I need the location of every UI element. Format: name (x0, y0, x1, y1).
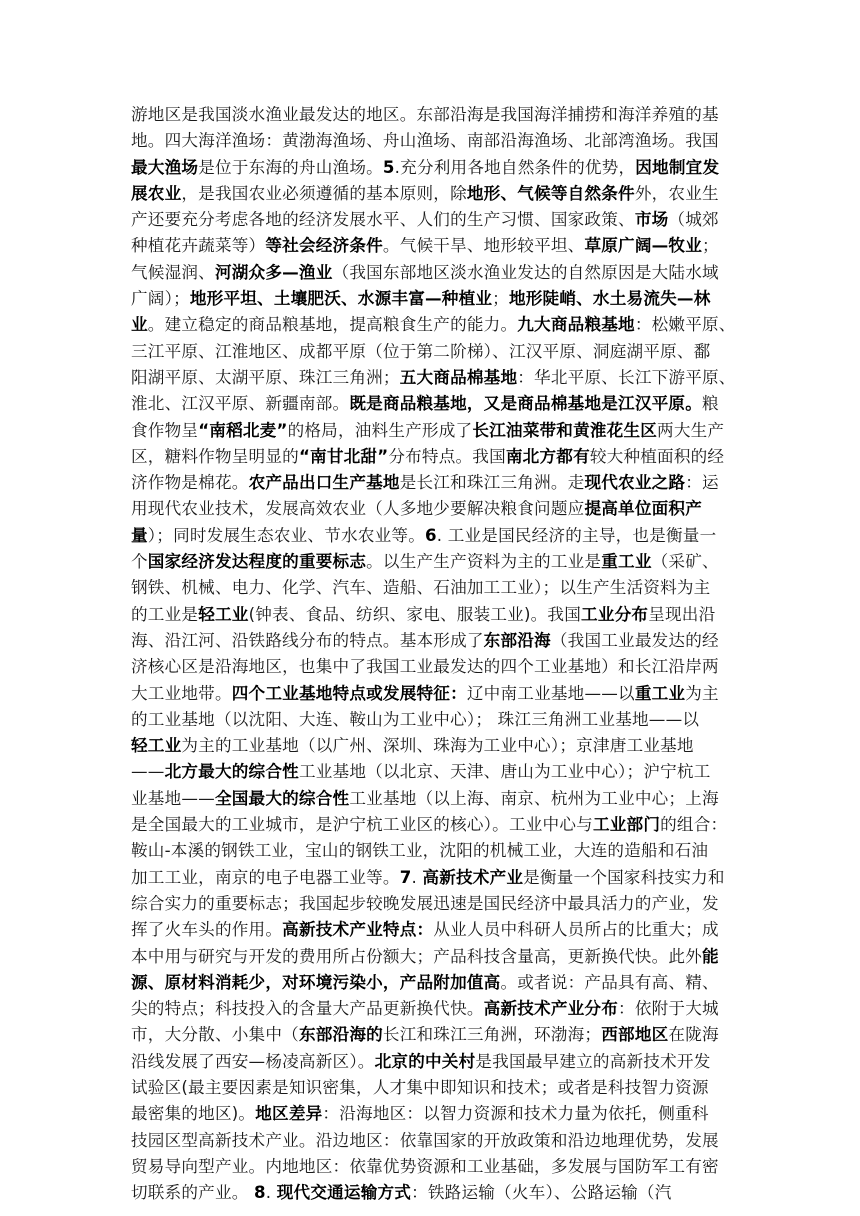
bold-text: 五大商品棉基地 (399, 367, 518, 387)
bold-text: 因地制宜发 (635, 157, 720, 177)
bold-text: 等社会经济条件 (265, 236, 383, 256)
bold-text: 地形平坦、土壤肥沃、水源丰富—种植业 (189, 289, 493, 309)
bold-text: 8 (254, 1183, 266, 1203)
text-line (131, 1128, 735, 1154)
bold-text: 高新技术产业分布 (483, 999, 619, 1019)
bold-text: 北方最大的综合性 (164, 762, 299, 782)
text-run: ：华北平原、长江下游平原、 (517, 367, 736, 387)
text-line (131, 654, 735, 680)
text-run: 地。四大海洋渔场：黄渤海渔场、舟山渔场、南部沿海渔场、北部湾渔场。我国 (131, 131, 719, 151)
text-run: 是位于东海的舟山渔场。 (198, 157, 383, 177)
text-run: ：依附于大城 (618, 999, 719, 1019)
bold-text: 重工业 (634, 683, 686, 703)
text-line (131, 1022, 735, 1048)
text-line (131, 128, 735, 154)
text-run: 沿线发展了西安—杨凌高新区）。 (131, 1051, 375, 1071)
text-line (131, 312, 735, 338)
text-run: 的组合： (660, 815, 728, 835)
text-run: 食作物呈 (131, 420, 199, 440)
text-line (131, 418, 735, 444)
text-run: 长江和珠江三角洲，环渤海； (382, 1025, 602, 1045)
text-line (131, 733, 735, 759)
text-line (131, 1049, 735, 1075)
text-run: 游地区是我国淡水渔业最发达的地区。东部沿海是我国海洋捕捞和海洋养殖的基 (131, 105, 719, 124)
bold-text: 现代农业之路 (584, 473, 686, 493)
text-line (131, 891, 735, 917)
text-run: 济作物是棉花。 (131, 473, 249, 493)
bold-text: 轻工业 (198, 604, 249, 624)
text-run: 试验区(最主要因素是知识密集，人才集中即知识和技术；或者是科技智力资源 (131, 1077, 709, 1097)
text-line (131, 260, 735, 286)
text-run: 大工业地带。 (131, 683, 232, 703)
bold-text: 重工业 (601, 552, 652, 572)
text-run: 是长江和珠江三角洲。走 (399, 473, 585, 493)
bold-text: 现代交通运输方式 (276, 1183, 412, 1203)
text-line (131, 917, 735, 943)
bold-text: 工业部门 (592, 815, 661, 835)
bold-text: 7 (399, 867, 412, 887)
bold-text: 河湖众多—渔业 (214, 262, 333, 282)
bold-text: 草原广阔—牧业 (584, 236, 703, 256)
bold-text: 既是商品粮基地，又是商品棉基地是江汉平原。 (349, 394, 702, 414)
text-run: 工业基地（以上海、南京、杭州为工业中心；上海 (349, 788, 719, 808)
text-line (131, 102, 735, 128)
bold-text: “南稻北麦” (198, 420, 288, 440)
text-line (131, 470, 735, 496)
text-run: 尖的特点；科技投入的含量大产品更新换代快。 (131, 999, 484, 1019)
text-run: ：铁路运输（火车）、公路运输（汽 (411, 1183, 672, 1203)
text-run: 钢铁、机械、电力、化学、汽车、造船、石油加工工业）；以生产生活资料为主 (131, 578, 711, 598)
bold-text: 6 (425, 525, 437, 545)
text-run: 。建立稳定的商品粮基地，提高粮食生产的能力。 (147, 315, 518, 335)
text-run: 从业人员中科研人员所占的比重大；成 (433, 920, 719, 940)
text-line (131, 1075, 735, 1101)
text-run: 呈现出沿 (648, 604, 716, 624)
text-run: 三江平原、江淮地区、成都平原（位于第二阶梯）、江汉平原、洞庭湖平原、鄱 (131, 341, 711, 361)
text-run: （采矿、 (651, 552, 719, 572)
text-run: ：沿海地区：以智力资源和技术力量为依托，侧重科 (322, 1104, 709, 1124)
text-line (131, 681, 735, 707)
text-run: 加工工业，南京的电子电器工业等。 (131, 867, 400, 887)
text-line (131, 707, 735, 733)
bold-text: 国家经济发达程度的重要标志 (147, 552, 367, 572)
text-run: 贸易导向型产业。内地地区：依靠优势资源和工业基础，多发展与国防军工有密 (131, 1156, 719, 1176)
bold-text: 地形、气候等自然条件 (466, 183, 635, 203)
text-line (131, 365, 735, 391)
text-line (131, 944, 735, 970)
text-line (131, 207, 735, 233)
text-run: （我国东部地区淡水渔业发达的自然原因是大陆水域 (332, 262, 719, 282)
text-run: 为主的工业基地（以广州、深圳、珠海为工业中心）；京津唐工业基地 (181, 736, 694, 756)
text-run: 广阔）； (131, 289, 190, 309)
text-run: 产还要充分考虑各地的经济发展水平、人们的生产习惯、国家政策、 (131, 210, 635, 230)
text-line (131, 1154, 735, 1180)
text-line (131, 759, 735, 785)
text-run: 是全国最大的工业城市，是沪宁杭工业区的核心）。工业中心与 (131, 815, 593, 835)
bold-text: 源、原材料消耗少，对环境污染小，产品附加值高 (131, 972, 501, 992)
text-run: ； (492, 289, 509, 309)
text-line (131, 391, 735, 417)
text-run: ； (702, 236, 719, 256)
text-line (131, 786, 735, 812)
text-run: ：松嫩平原、 (634, 315, 736, 335)
bold-text: 长江油菜带和黄淮花生区 (472, 420, 658, 440)
bold-text: 南北方都有 (505, 446, 590, 466)
bold-text: 九大商品粮基地 (517, 315, 635, 335)
text-run: (钟表、食品、纺织、家电、服装工业)。我国 (248, 604, 582, 624)
bold-text: 东部沿海 (483, 630, 551, 650)
text-run: 。以生产生产资料为主的工业是 (366, 552, 602, 572)
text-line (131, 996, 735, 1022)
text-run: 辽中南工业基地——以 (466, 683, 635, 703)
text-run: 是衡量一个国家科技实力和 (523, 867, 725, 887)
text-run: 气候湿润、 (131, 262, 215, 282)
text-run: ：运 (685, 473, 719, 493)
bold-text: 5 (382, 157, 395, 177)
text-run: 切联系的产业。 (131, 1183, 255, 1203)
text-run: .充分利用各地自然条件的优势， (394, 157, 636, 177)
text-run: 综合实力的重要标志；我国起步较晚发展迅速是国民经济中最具活力的产业，发 (131, 893, 719, 913)
text-line (131, 575, 735, 601)
bold-text: 地区差异 (255, 1104, 323, 1124)
bold-text: 业 (131, 315, 148, 335)
text-run: 本中用与研究与开发的费用所占份额大；产品科技含量高，更新换代快。此外 (131, 946, 702, 966)
bold-text: 东部沿海的 (298, 1025, 383, 1045)
text-run: 粮 (702, 394, 719, 414)
text-line (131, 233, 735, 259)
bold-text: 展农业 (131, 183, 182, 203)
text-line (131, 181, 735, 207)
text-line (131, 812, 735, 838)
text-run: 阳湖平原、太湖平原、珠江三角洲； (131, 367, 400, 387)
text-run: 海、沿江河、沿铁路线分布的特点。基本形成了 (131, 630, 484, 650)
bold-text: 北京的中关村 (374, 1051, 476, 1071)
text-line (131, 602, 735, 628)
bold-text: 轻工业 (131, 736, 182, 756)
text-line (131, 865, 735, 891)
text-run: 外，农业生 (634, 183, 719, 203)
text-line (131, 1101, 735, 1127)
text-run: —— (131, 762, 165, 782)
bold-text: 农产品出口生产基地 (248, 473, 400, 493)
text-line (131, 1180, 735, 1206)
text-run: 。或者说：产品具有高、精、 (500, 972, 719, 992)
bold-text: 能 (702, 946, 719, 966)
text-run: ）；同时发展生态农业、节水农业等。 (147, 525, 425, 545)
text-run: 淮北、江汉平原、新疆南部。 (131, 394, 350, 414)
text-line (131, 970, 735, 996)
text-run: 挥了火车头的作用。 (131, 920, 283, 940)
text-run: 种植花卉蔬菜等） (131, 236, 266, 256)
text-run: 技园区型高新技术产业。沿边地区：依靠国家的开放政策和沿边地理优势，发展 (131, 1130, 719, 1150)
text-run: 的格局，油料生产形成了 (287, 420, 473, 440)
text-run: 工业基地（以北京、天津、唐山为工业中心）；沪宁杭工 (298, 762, 711, 782)
text-run: 区，糖料作物呈明显的 (131, 446, 299, 466)
text-run: . (411, 867, 423, 887)
text-line (131, 286, 735, 312)
bold-text: 高新技术产业 (422, 867, 524, 887)
bold-text: 最大渔场 (131, 157, 199, 177)
text-line (131, 155, 735, 181)
text-line (131, 838, 735, 864)
text-run: 鞍山-本溪的钢铁工业，宝山的钢铁工业，沈阳的机械工业，大连的造船和石油 (131, 841, 709, 861)
bold-text: 量 (131, 525, 148, 545)
text-line (131, 496, 735, 522)
bold-text: 四个工业基地特点或发展特征： (231, 683, 467, 703)
text-run: 个 (131, 552, 148, 572)
text-run: 的工业是 (131, 604, 199, 624)
text-line (131, 628, 735, 654)
text-line (131, 523, 735, 549)
text-line (131, 339, 735, 365)
text-run: . 工业是国民经济的主导，也是衡量一 (436, 525, 717, 545)
bold-text: 市场 (634, 210, 669, 230)
bold-text: 提高单位面积产 (584, 499, 702, 519)
text-run: 是我国最早建立的高新技术开发 (475, 1051, 711, 1071)
text-run: . (265, 1183, 277, 1203)
text-run: ，是我国农业必须遵循的基本原则，除 (181, 183, 467, 203)
bold-text: 工业分布 (581, 604, 649, 624)
text-run: 较大种植面积的经 (589, 446, 725, 466)
text-line (131, 444, 735, 470)
text-run: 的工业基地（以沈阳、大连、鞍山为工业中心）； 珠江三角洲工业基地——以 (131, 709, 700, 729)
text-run: 在陇海 (668, 1025, 719, 1045)
text-line (131, 549, 735, 575)
text-run: 两大生产 (657, 420, 725, 440)
text-run: （我国工业最发达的经 (550, 630, 719, 650)
bold-text: “南甘北甜” (298, 446, 389, 466)
bold-text: 高新技术产业特点： (282, 920, 434, 940)
text-run: 最密集的地区)。 (131, 1104, 256, 1124)
text-run: 用现代农业技术，发展高效农业（人多地少要解决粮食问题应 (131, 499, 585, 519)
bold-text: 全国最大的综合性 (214, 788, 350, 808)
body-text (131, 102, 735, 1206)
text-run: 市，大分散、小集中（ (131, 1025, 299, 1045)
text-run: 业基地—— (131, 788, 215, 808)
text-run: 。气候干旱、地形较平坦、 (382, 236, 585, 256)
text-run: 济核心区是沿海地区，也集中了我国工业最发达的四个工业基地）和长江沿岸两 (131, 657, 719, 677)
bold-text: 地形陡峭、水土易流失—林 (508, 289, 711, 309)
text-run: 为主 (685, 683, 719, 703)
text-run: 分布特点。我国 (388, 446, 506, 466)
text-run: （城郊 (668, 210, 719, 230)
bold-text: 西部地区 (601, 1025, 669, 1045)
